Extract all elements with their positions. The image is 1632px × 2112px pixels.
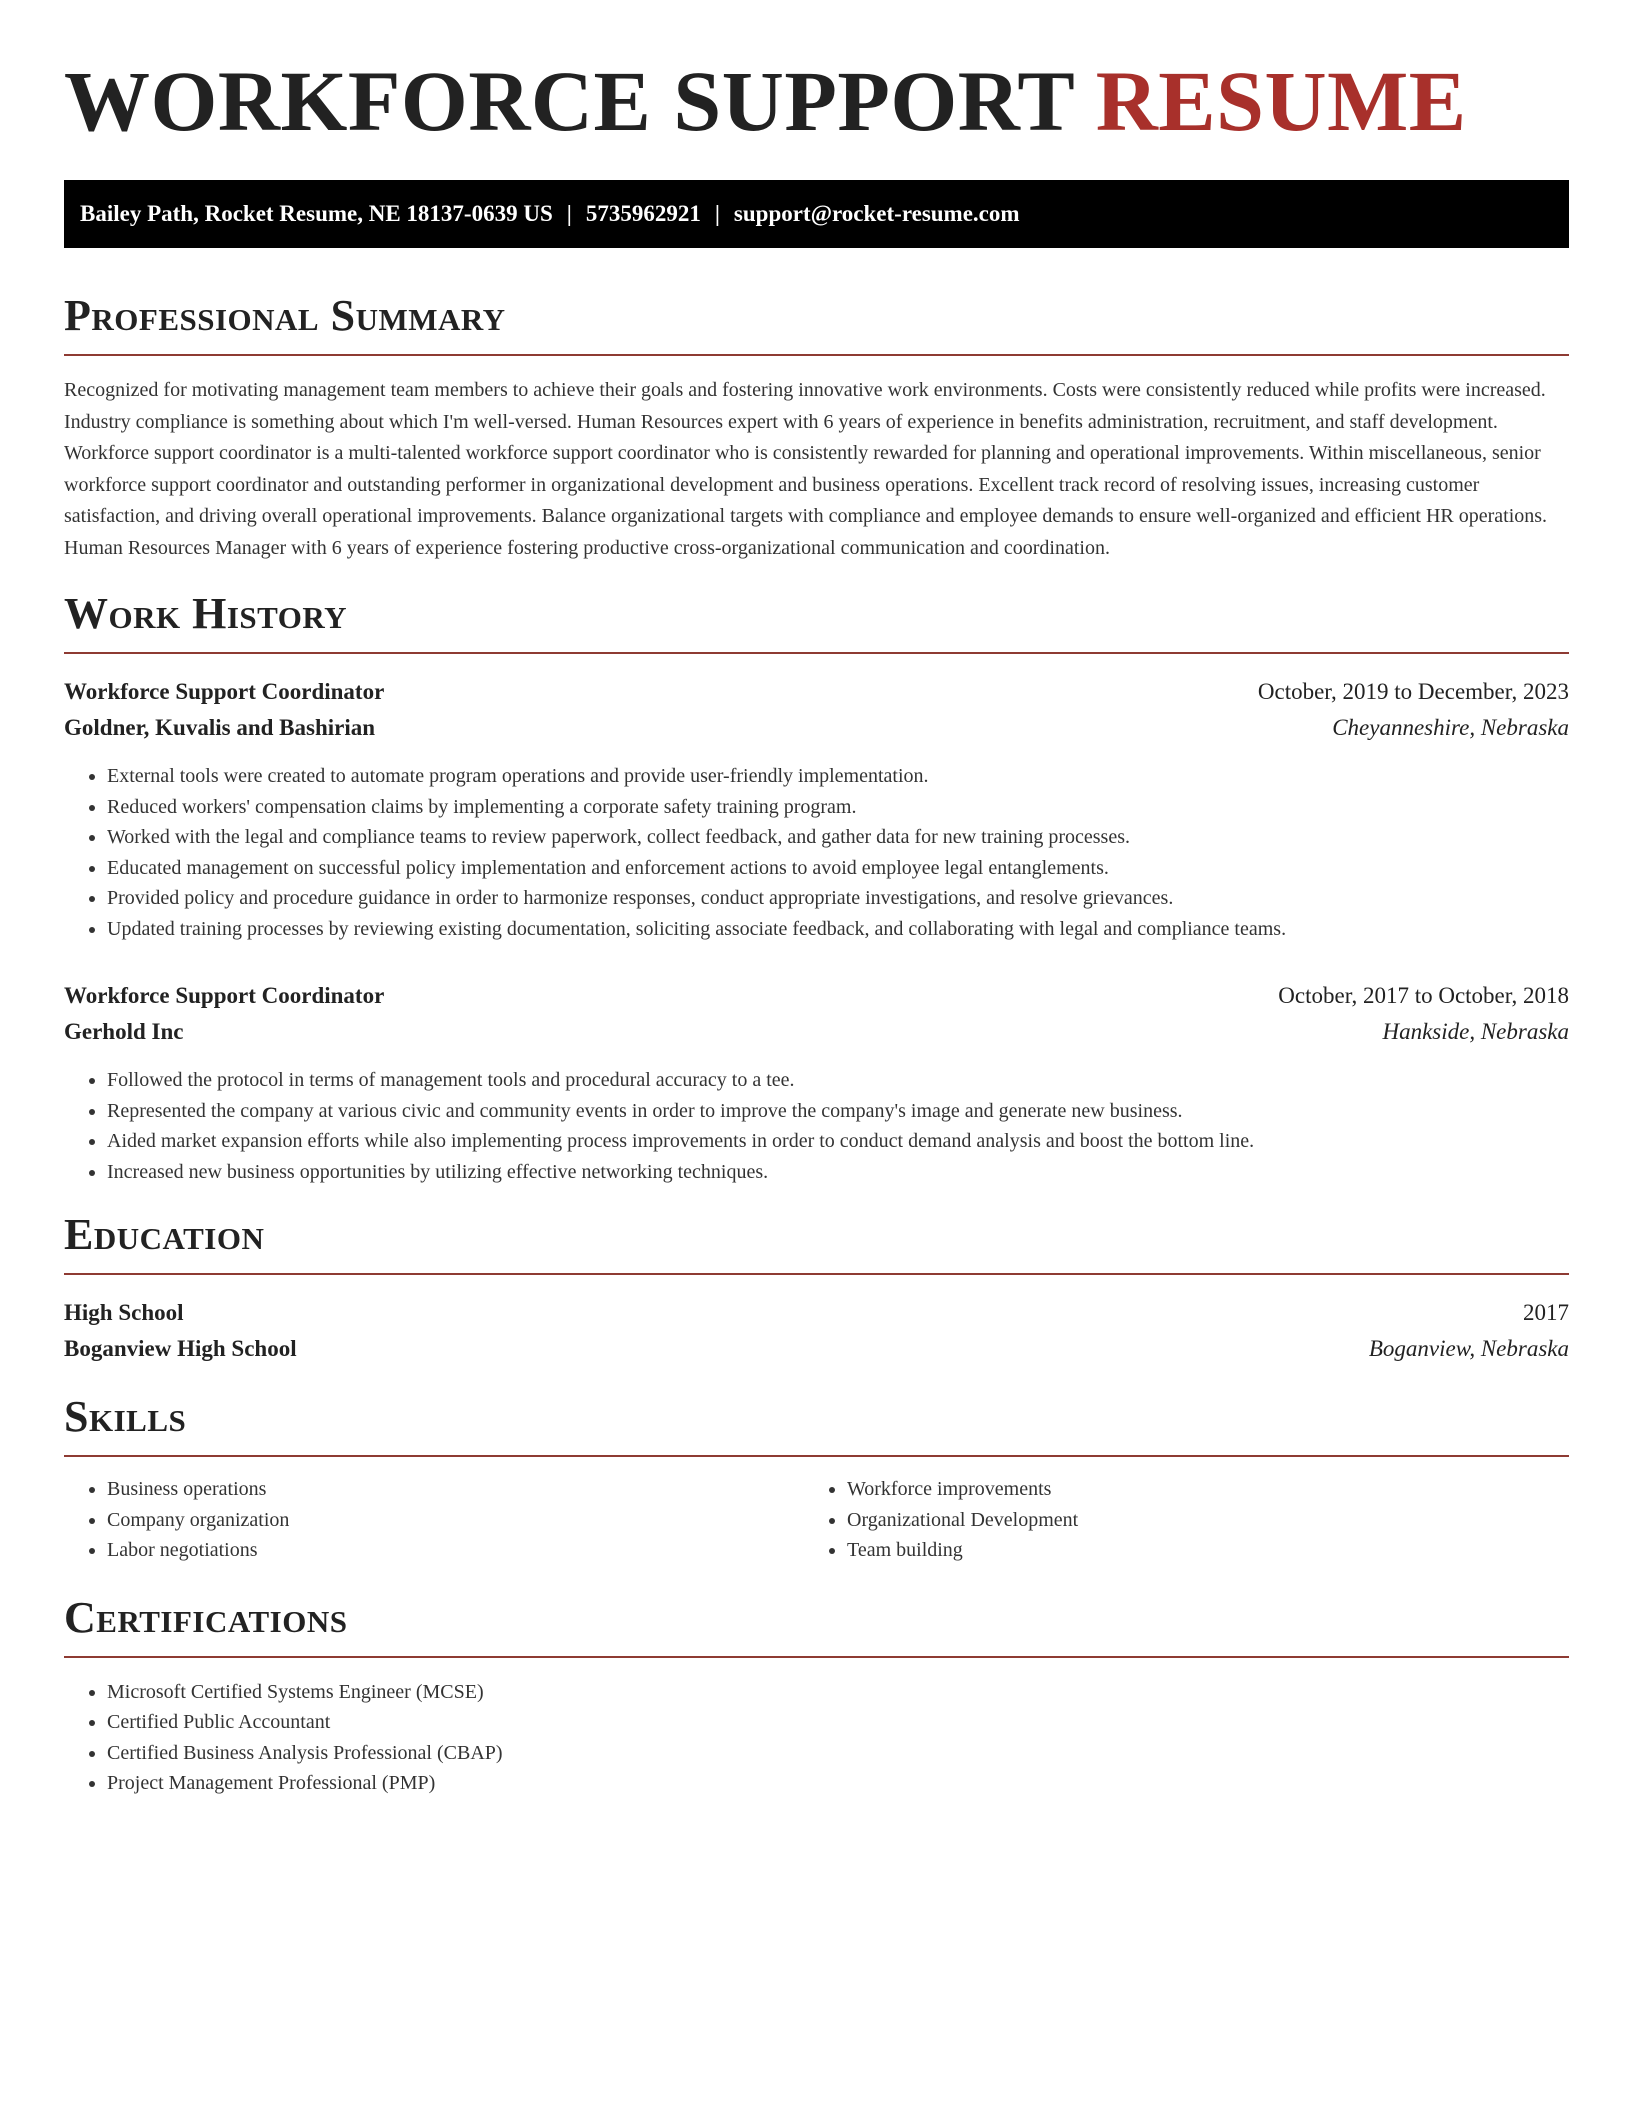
education-section [64,1210,1569,1367]
education-location: Boganview, Nebraska [1368,1336,1569,1361]
job-location: Cheyanneshire, Nebraska [1332,715,1569,740]
certification-item: • Certified Public Accountant [107,1707,1569,1738]
education-year: 2017 [1523,1300,1569,1325]
contact-phone[interactable]: 5735962921 [585,201,701,226]
job-company-row [64,1014,1569,1050]
certification-item: • Certified Business Analysis Professional (CBAP) [107,1738,1569,1769]
skill-item: • Workforce improvements [847,1474,1564,1505]
job-title: Workforce Support Coordinator [64,679,385,704]
certification-item: • Project Management Professional (PMP) [107,1768,1569,1799]
job-dates: October, 2017 to October, 2018 [1278,983,1569,1008]
job-bullet: • Followed the protocol in terms of management tools and procedural accuracy to a tee. [107,1065,1569,1096]
job-company: Gerhold Inc [64,1019,184,1044]
education-school-row [64,1331,1569,1367]
contact-separator: | [714,201,720,226]
skill-item: • Team building [847,1535,1564,1566]
education-degree-row [64,1295,1569,1331]
job-title-row [64,978,1569,1014]
job-location: Hankside, Nebraska [1382,1019,1569,1044]
contact-address: Bailey Path, Rocket Resume, NE 18137-0639 US [80,201,553,226]
education-heading: Education [64,1213,1569,1275]
job-company-row [64,710,1569,746]
skill-item: • Labor negotiations [107,1535,804,1566]
job-bullet: • Educated management on successful policy implementation and enforcement actions to avoid employee legal entanglements. [107,853,1569,884]
resume-title [64,53,1569,149]
certifications-section [64,1592,1569,1799]
summary-heading: Professional Summary [64,294,1569,356]
job-company: Goldner, Kuvalis and Bashirian [64,715,376,740]
job-bullet: • Provided policy and procedure guidance in order to harmonize responses, conduct appropriate investigations, and resolve grievances. [107,883,1569,914]
certifications-heading: Certifications [64,1596,1569,1658]
resume-page [64,0,1569,1799]
certifications-list [64,1677,1569,1799]
contact-email[interactable]: support@rocket-resume.com [733,201,1020,226]
job-entry [64,674,1569,944]
job-bullet: • External tools were created to automate program operations and provide user-friendly implementation. [107,761,1569,792]
title-accent: RESUME [1095,53,1467,149]
job-bullet: • Worked with the legal and compliance teams to review paperwork, collect feedback, and gather data for new training processes. [107,822,1569,853]
contact-bar [64,180,1569,248]
certification-item: • Microsoft Certified Systems Engineer (MCSE) [107,1677,1569,1708]
title-main: WORKFORCE SUPPORT [64,53,1074,149]
skill-item: • Organizational Development [847,1505,1564,1536]
job-bullet: • Represented the company at various civic and community events in order to improve the company's image and generate new business. [107,1096,1569,1127]
skills-list-left [64,1474,804,1566]
job-bullet: • Updated training processes by reviewing existing documentation, soliciting associate feedback, and collaborating with legal and compliance teams. [107,914,1569,945]
contact-separator: | [566,201,572,226]
job-title: Workforce Support Coordinator [64,983,385,1008]
job-title-row [64,674,1569,710]
skills-list-right [804,1474,1564,1566]
work-history-section [64,589,1569,1187]
skill-item: • Company organization [107,1505,804,1536]
job-bullet: • Increased new business opportunities by utilizing effective networking techniques. [107,1157,1569,1188]
job-bullet: • Reduced workers' compensation claims by implementing a corporate safety training program. [107,792,1569,823]
skills-section [64,1392,1569,1566]
job-bullets [64,1065,1569,1187]
job-bullet: • Aided market expansion efforts while also implementing process improvements in order to conduct demand analysis and boost the bottom line. [107,1126,1569,1157]
education-degree: High School [64,1300,184,1325]
education-school: Boganview High School [64,1336,297,1361]
skills-grid [64,1474,1569,1566]
summary-section [64,291,1569,564]
job-entry [64,978,1569,1187]
education-entry [64,1295,1569,1367]
job-bullets [64,761,1569,944]
skill-item: • Business operations [107,1474,804,1505]
skills-heading: Skills [64,1395,1569,1457]
work-history-heading: Work History [64,592,1569,654]
job-dates: October, 2019 to December, 2023 [1257,679,1569,704]
summary-text: Recognized for motivating management team members to achieve their goals and fostering innovative work environments. Costs were consistently reduced while profits were increased. Industry compliance is something about which I'm well-versed. Human Resources expert with 6 years of experience in benefits administration, recruitment, and staff development. Workforce support coordinator is a multi-talented workforce support coordinator who is consistently rewarded for planning and operational improvements. Within miscellaneous, senior workforce support coordinator and outstanding performer in organizational development and business operations. Excellent track record of resolving issues, increasing customer satisfaction, and driving overall operational improvements. Balance organizational targets with compliance and employee demands to ensure well-organized and efficient HR operations. Human Resources Manager with 6 years of experience fostering productive cross-organizational communication and coordination. [64,379,1548,559]
